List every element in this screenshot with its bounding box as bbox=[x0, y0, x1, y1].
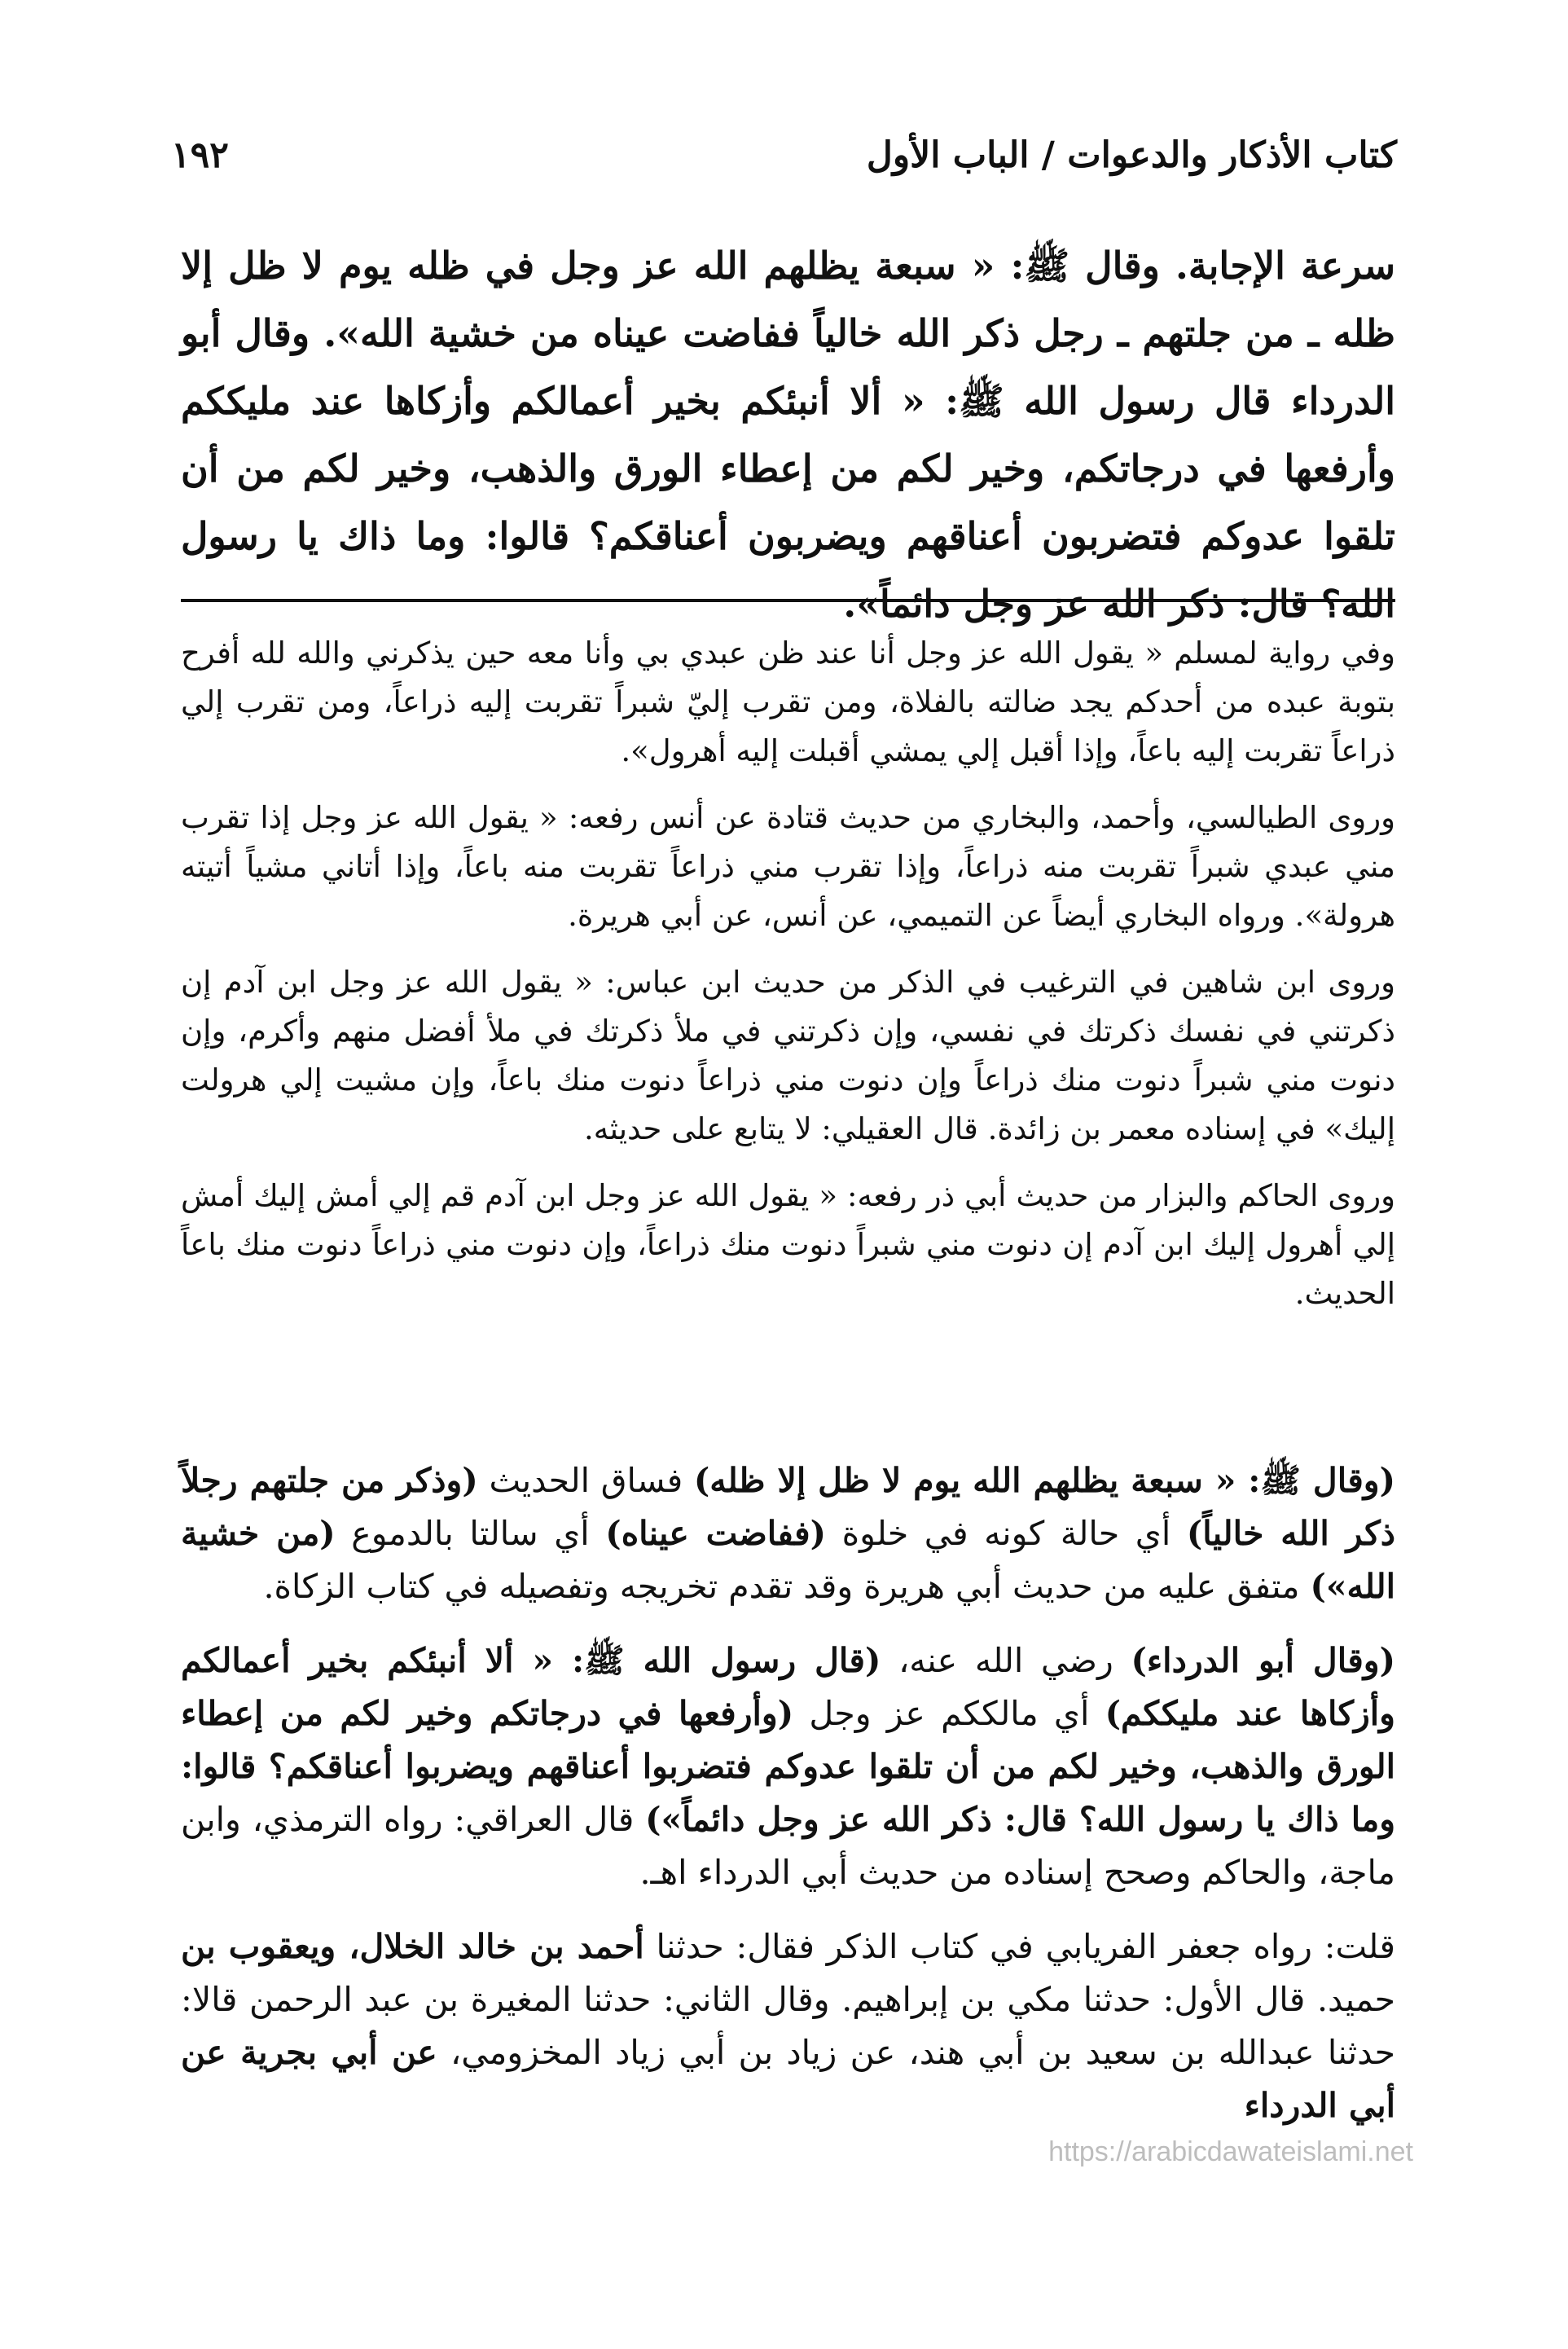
main-text-block bbox=[181, 232, 1395, 638]
footnote-paragraph-4: وروى الحاكم والبزار من حديث أبي ذر رفعه: « يقول الله عز وجل ابن آدم قم إلي أمش إليك أمش إلي أهرول إليك ابن آدم إن دنوت مني شبراً دنوت منك ذراعاً، وإن دنوت مني ذراعاً دنوت منك باعاً الحديث. bbox=[181, 1178, 1395, 1311]
page-number: ١٩٢ bbox=[171, 134, 229, 176]
footnote-paragraph-2: وروى الطيالسي، وأحمد، والبخاري من حديث قتادة عن أنس رفعه: « يقول الله عز وجل إذا تقرب مني عبدي شبراً تقربت منه ذراعاً، وإذا تقرب مني ذراعاً تقربت منه باعاً، وإذا أتاني مشياً أتيته هرولة». ورواه البخاري أيضاً عن التميمي، عن أنس، عن أبي هريرة. bbox=[181, 800, 1395, 933]
watermark-url: https://arabicdawateislami.net bbox=[1048, 2136, 1413, 2167]
quoted-text: (من خشية الله») bbox=[181, 1514, 1395, 1606]
commentary-text: فساق الحديث bbox=[477, 1461, 694, 1500]
commentary-paragraph-3 bbox=[181, 1920, 1395, 2132]
running-title: كتاب الأذكار والدعوات / الباب الأول bbox=[866, 134, 1397, 176]
quoted-text: (وذكر من جلتهم رجلاً ذكر الله خالياً) bbox=[181, 1461, 1395, 1553]
quoted-text: (قال رسول الله ﷺ: « ألا أنبئكم بخير أعمالكم وأزكاها عند مليككم) bbox=[181, 1641, 1395, 1733]
commentary-text: متفق عليه من حديث أبي هريرة وقد تقدم تخريجه وتفصيله في كتاب الزكاة. bbox=[263, 1567, 1311, 1606]
quoted-text: (وقال ﷺ: « سبعة يظلهم الله يوم لا ظل إلا ظله) bbox=[693, 1461, 1395, 1500]
commentary-block bbox=[181, 1454, 1395, 2153]
commentary-text: قلت: رواه جعفر الفريابي في كتاب الذكر فقال: حدثنا bbox=[643, 1927, 1395, 1966]
commentary-text: أي سالتا بالدموع bbox=[335, 1514, 606, 1553]
narrator-names: عن أبي بجرية عن أبي الدرداء bbox=[181, 2033, 1395, 2125]
main-paragraph: سرعة الإجابة. وقال ﷺ: « سبعة يظلهم الله عز وجل في ظله يوم لا ظل إلا ظله ـ من جلتهم ـ رجل ذكر الله خالياً ففاضت عيناه من خشية الله». وقال أبو الدرداء قال رسول الله ﷺ: « ألا أنبئكم بخير أعمالكم وأزكاها عند مليككم وأرفعها في درجاتكم، وخير لكم من إعطاء الورق والذهب، وخير لكم من أن تلقوا عدوكم فتضربون أعناقهم ويضربون أعناقكم؟ قالوا: وما ذاك يا رسول الله؟ قال: ذكر الله عز وجل دائماً». bbox=[181, 244, 1395, 626]
quoted-text: (وأرفعها في درجاتكم وخير لكم من إعطاء الورق والذهب، وخير لكم من أن تلقوا عدوكم فتضربوا أعناقهم ويضربوا أعناقكم؟ قالوا: وما ذاك يا رسول الله؟ قال: ذكر الله عز وجل دائماً») bbox=[181, 1694, 1395, 1839]
footnotes-block bbox=[181, 629, 1395, 1336]
quoted-text: (وقال أبو الدرداء) bbox=[1131, 1641, 1396, 1680]
commentary-text: أي مالككم عز وجل bbox=[793, 1694, 1105, 1733]
footnote-paragraph-3: وروى ابن شاهين في الترغيب في الذكر من حديث ابن عباس: « يقول الله عز وجل ابن آدم إن ذكرتني في نفسك ذكرتك في نفسي، وإن ذكرتني في ملأ ذكرتك في ملأ أفضل منهم وأكرم، وإن دنوت مني شبراً دنوت منك ذراعاً وإن دنوت مني ذراعاً دنوت منك باعاً، وإن مشيت إلي هرولت إليك» في إسناده معمر بن زائدة. قال العقيلي: لا يتابع على حديثه. bbox=[181, 965, 1395, 1146]
narrator-names: أحمد بن خالد الخلال، ويعقوب بن bbox=[181, 1927, 644, 1966]
commentary-paragraph-2 bbox=[181, 1634, 1395, 1899]
commentary-text: قال العراقي: رواه الترمذي، وابن ماجة، والحاكم وصحح إسناده من حديث أبي الدرداء اهـ. bbox=[181, 1800, 1395, 1892]
commentary-text: رضي الله عنه، bbox=[881, 1641, 1131, 1680]
commentary-paragraph-1 bbox=[181, 1454, 1395, 1613]
footnote-divider bbox=[181, 599, 1395, 602]
quoted-text: (ففاضت عيناه) bbox=[605, 1514, 827, 1553]
page-header bbox=[171, 122, 1397, 187]
commentary-text: أي حالة كونه في خلوة bbox=[826, 1514, 1187, 1553]
footnote-paragraph-1: وفي رواية لمسلم « يقول الله عز وجل أنا عند ظن عبدي بي وأنا معه حين يذكرني والله لله أفرح بتوبة عبده من أحدكم يجد ضالته بالفلاة، ومن تقرب إليّ شبراً تقربت إليه ذراعاً، ومن تقرب إلي ذراعاً تقربت إليه باعاً، وإذا أقبل إلي يمشي أقبلت إليه أهرول». bbox=[181, 636, 1395, 768]
commentary-text: حميد. قال الأول: حدثنا مكي بن إبراهيم. وقال الثاني: حدثنا المغيرة بن عبد الرحمن قالا: حدثنا عبدالله بن سعيد بن أبي هند، عن زياد بن أبي زياد المخزومي، bbox=[181, 1980, 1395, 2072]
